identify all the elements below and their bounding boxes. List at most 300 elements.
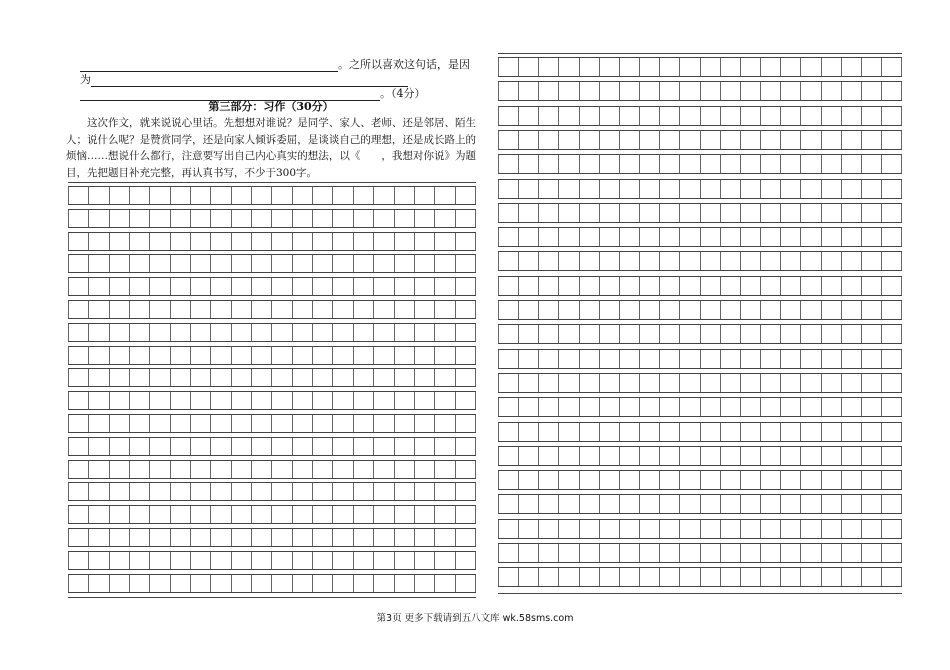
grid-cell[interactable] <box>842 180 862 198</box>
grid-cell[interactable] <box>68 552 89 569</box>
grid-cell[interactable] <box>640 228 660 246</box>
grid-cell[interactable] <box>539 374 559 392</box>
grid-cell[interactable] <box>395 461 415 478</box>
grid-cell[interactable] <box>130 187 150 204</box>
grid-cell[interactable] <box>680 180 700 198</box>
grid-cell[interactable] <box>252 369 272 386</box>
grid-cell[interactable] <box>660 350 680 368</box>
grid-cell[interactable] <box>415 369 435 386</box>
grid-cell[interactable] <box>761 568 781 586</box>
grid-cell[interactable] <box>620 471 640 489</box>
grid-cell[interactable] <box>211 233 231 250</box>
grid-cell[interactable] <box>68 369 89 386</box>
grid-cell[interactable] <box>721 495 741 513</box>
grid-cell[interactable] <box>313 506 333 523</box>
grid-cell[interactable] <box>354 483 374 500</box>
grid-cell[interactable] <box>680 495 700 513</box>
grid-cell[interactable] <box>801 82 821 100</box>
grid-cell[interactable] <box>741 325 761 343</box>
grid-cell[interactable] <box>822 277 842 295</box>
grid-cell[interactable] <box>374 483 394 500</box>
grid-cell[interactable] <box>89 187 109 204</box>
grid-cell[interactable] <box>68 506 89 523</box>
grid-cell[interactable] <box>761 495 781 513</box>
grid-cell[interactable] <box>171 324 191 341</box>
grid-cell[interactable] <box>519 58 539 76</box>
grid-cell[interactable] <box>620 447 640 465</box>
grid-cell[interactable] <box>171 438 191 455</box>
grid-cell[interactable] <box>741 520 761 538</box>
grid-cell[interactable] <box>680 82 700 100</box>
grid-cell[interactable] <box>539 252 559 270</box>
grid-cell[interactable] <box>171 278 191 295</box>
grid-cell[interactable] <box>701 447 721 465</box>
grid-cell[interactable] <box>415 529 435 546</box>
grid-cell[interactable] <box>374 210 394 227</box>
grid-cell[interactable] <box>640 58 660 76</box>
grid-cell[interactable] <box>559 82 579 100</box>
grid-cell[interactable] <box>781 180 801 198</box>
grid-cell[interactable] <box>395 392 415 409</box>
grid-cell[interactable] <box>761 107 781 125</box>
grid-cell[interactable] <box>781 520 801 538</box>
grid-cell[interactable] <box>519 82 539 100</box>
grid-cell[interactable] <box>600 107 620 125</box>
grid-cell[interactable] <box>862 204 882 222</box>
grid-cell[interactable] <box>600 544 620 562</box>
grid-cell[interactable] <box>272 461 292 478</box>
grid-cell[interactable] <box>781 82 801 100</box>
grid-cell[interactable] <box>435 438 455 455</box>
grid-cell[interactable] <box>741 82 761 100</box>
grid-cell[interactable] <box>191 301 211 318</box>
grid-cell[interactable] <box>68 575 89 592</box>
grid-cell[interactable] <box>721 131 741 149</box>
grid-cell[interactable] <box>435 575 455 592</box>
grid-cell[interactable] <box>761 180 781 198</box>
grid-cell[interactable] <box>191 483 211 500</box>
grid-cell[interactable] <box>882 398 902 416</box>
grid-cell[interactable] <box>395 210 415 227</box>
grid-cell[interactable] <box>333 529 353 546</box>
answer-blank[interactable] <box>91 75 408 87</box>
grid-cell[interactable] <box>211 529 231 546</box>
grid-cell[interactable] <box>89 301 109 318</box>
grid-cell[interactable] <box>741 568 761 586</box>
grid-cell[interactable] <box>130 392 150 409</box>
grid-cell[interactable] <box>374 392 394 409</box>
grid-cell[interactable] <box>741 204 761 222</box>
grid-cell[interactable] <box>333 210 353 227</box>
grid-cell[interactable] <box>801 301 821 319</box>
grid-cell[interactable] <box>721 374 741 392</box>
grid-cell[interactable] <box>395 278 415 295</box>
grid-cell[interactable] <box>89 461 109 478</box>
grid-cell[interactable] <box>171 575 191 592</box>
grid-cell[interactable] <box>211 552 231 569</box>
grid-cell[interactable] <box>882 82 902 100</box>
grid-cell[interactable] <box>415 187 435 204</box>
grid-cell[interactable] <box>680 568 700 586</box>
grid-cell[interactable] <box>150 483 170 500</box>
grid-cell[interactable] <box>680 350 700 368</box>
grid-cell[interactable] <box>680 447 700 465</box>
grid-cell[interactable] <box>559 423 579 441</box>
grid-cell[interactable] <box>519 131 539 149</box>
grid-cell[interactable] <box>882 374 902 392</box>
grid-cell[interactable] <box>862 447 882 465</box>
grid-cell[interactable] <box>801 325 821 343</box>
grid-cell[interactable] <box>580 228 600 246</box>
grid-cell[interactable] <box>293 301 313 318</box>
grid-cell[interactable] <box>761 398 781 416</box>
grid-cell[interactable] <box>354 552 374 569</box>
grid-cell[interactable] <box>130 415 150 432</box>
grid-cell[interactable] <box>600 228 620 246</box>
grid-cell[interactable] <box>293 483 313 500</box>
grid-cell[interactable] <box>150 461 170 478</box>
grid-cell[interactable] <box>620 544 640 562</box>
grid-cell[interactable] <box>89 255 109 272</box>
grid-cell[interactable] <box>640 204 660 222</box>
grid-cell[interactable] <box>456 506 476 523</box>
grid-cell[interactable] <box>395 438 415 455</box>
grid-cell[interactable] <box>761 325 781 343</box>
grid-cell[interactable] <box>741 131 761 149</box>
grid-cell[interactable] <box>211 415 231 432</box>
grid-cell[interactable] <box>252 301 272 318</box>
grid-cell[interactable] <box>272 575 292 592</box>
grid-cell[interactable] <box>580 301 600 319</box>
grid-cell[interactable] <box>435 369 455 386</box>
grid-cell[interactable] <box>801 398 821 416</box>
grid-cell[interactable] <box>701 204 721 222</box>
grid-cell[interactable] <box>781 495 801 513</box>
grid-cell[interactable] <box>171 506 191 523</box>
grid-cell[interactable] <box>559 544 579 562</box>
grid-cell[interactable] <box>701 252 721 270</box>
grid-cell[interactable] <box>822 568 842 586</box>
grid-cell[interactable] <box>741 398 761 416</box>
grid-cell[interactable] <box>374 347 394 364</box>
grid-cell[interactable] <box>191 233 211 250</box>
grid-cell[interactable] <box>171 255 191 272</box>
grid-cell[interactable] <box>822 495 842 513</box>
grid-cell[interactable] <box>252 575 272 592</box>
grid-cell[interactable] <box>211 369 231 386</box>
grid-cell[interactable] <box>232 233 252 250</box>
grid-cell[interactable] <box>68 415 89 432</box>
grid-cell[interactable] <box>741 155 761 173</box>
grid-cell[interactable] <box>660 374 680 392</box>
grid-cell[interactable] <box>498 301 519 319</box>
grid-cell[interactable] <box>519 204 539 222</box>
grid-cell[interactable] <box>150 301 170 318</box>
grid-cell[interactable] <box>701 374 721 392</box>
grid-cell[interactable] <box>741 374 761 392</box>
grid-cell[interactable] <box>701 325 721 343</box>
grid-cell[interactable] <box>701 82 721 100</box>
grid-cell[interactable] <box>842 277 862 295</box>
grid-cell[interactable] <box>150 506 170 523</box>
grid-cell[interactable] <box>415 324 435 341</box>
grid-cell[interactable] <box>354 369 374 386</box>
grid-cell[interactable] <box>232 324 252 341</box>
grid-cell[interactable] <box>640 252 660 270</box>
grid-cell[interactable] <box>640 495 660 513</box>
grid-cell[interactable] <box>882 228 902 246</box>
grid-cell[interactable] <box>456 529 476 546</box>
grid-cell[interactable] <box>354 187 374 204</box>
grid-cell[interactable] <box>600 398 620 416</box>
grid-cell[interactable] <box>415 552 435 569</box>
grid-cell[interactable] <box>701 277 721 295</box>
grid-cell[interactable] <box>498 398 519 416</box>
grid-cell[interactable] <box>374 187 394 204</box>
grid-cell[interactable] <box>640 374 660 392</box>
grid-cell[interactable] <box>150 187 170 204</box>
grid-cell[interactable] <box>374 255 394 272</box>
grid-cell[interactable] <box>150 255 170 272</box>
grid-cell[interactable] <box>761 277 781 295</box>
grid-cell[interactable] <box>781 301 801 319</box>
grid-cell[interactable] <box>741 180 761 198</box>
grid-cell[interactable] <box>313 529 333 546</box>
grid-cell[interactable] <box>539 495 559 513</box>
grid-cell[interactable] <box>660 568 680 586</box>
grid-cell[interactable] <box>580 568 600 586</box>
grid-cell[interactable] <box>842 107 862 125</box>
grid-cell[interactable] <box>620 204 640 222</box>
grid-cell[interactable] <box>862 350 882 368</box>
grid-cell[interactable] <box>110 415 130 432</box>
grid-cell[interactable] <box>272 301 292 318</box>
grid-cell[interactable] <box>741 228 761 246</box>
grid-cell[interactable] <box>171 210 191 227</box>
grid-cell[interactable] <box>171 461 191 478</box>
grid-cell[interactable] <box>862 107 882 125</box>
grid-cell[interactable] <box>781 471 801 489</box>
grid-cell[interactable] <box>882 350 902 368</box>
grid-cell[interactable] <box>680 398 700 416</box>
grid-cell[interactable] <box>842 301 862 319</box>
grid-cell[interactable] <box>680 58 700 76</box>
grid-cell[interactable] <box>415 278 435 295</box>
grid-cell[interactable] <box>498 131 519 149</box>
grid-cell[interactable] <box>89 415 109 432</box>
grid-cell[interactable] <box>539 228 559 246</box>
grid-cell[interactable] <box>211 301 231 318</box>
grid-cell[interactable] <box>519 180 539 198</box>
grid-cell[interactable] <box>721 568 741 586</box>
grid-cell[interactable] <box>374 506 394 523</box>
grid-cell[interactable] <box>374 301 394 318</box>
grid-cell[interactable] <box>862 495 882 513</box>
grid-cell[interactable] <box>252 210 272 227</box>
grid-cell[interactable] <box>191 210 211 227</box>
grid-cell[interactable] <box>354 415 374 432</box>
grid-cell[interactable] <box>842 374 862 392</box>
grid-cell[interactable] <box>191 278 211 295</box>
grid-cell[interactable] <box>640 82 660 100</box>
grid-cell[interactable] <box>519 277 539 295</box>
grid-cell[interactable] <box>721 325 741 343</box>
grid-cell[interactable] <box>620 277 640 295</box>
grid-cell[interactable] <box>435 347 455 364</box>
grid-cell[interactable] <box>781 58 801 76</box>
grid-cell[interactable] <box>232 438 252 455</box>
grid-cell[interactable] <box>130 255 150 272</box>
grid-cell[interactable] <box>559 252 579 270</box>
grid-cell[interactable] <box>519 155 539 173</box>
grid-cell[interactable] <box>435 255 455 272</box>
grid-cell[interactable] <box>374 369 394 386</box>
grid-cell[interactable] <box>232 347 252 364</box>
grid-cell[interactable] <box>110 575 130 592</box>
grid-cell[interactable] <box>781 107 801 125</box>
grid-cell[interactable] <box>293 210 313 227</box>
grid-cell[interactable] <box>559 155 579 173</box>
grid-cell[interactable] <box>701 520 721 538</box>
grid-cell[interactable] <box>333 392 353 409</box>
grid-cell[interactable] <box>89 529 109 546</box>
grid-cell[interactable] <box>456 347 476 364</box>
grid-cell[interactable] <box>498 252 519 270</box>
grid-cell[interactable] <box>252 187 272 204</box>
grid-cell[interactable] <box>456 187 476 204</box>
grid-cell[interactable] <box>252 552 272 569</box>
grid-cell[interactable] <box>620 325 640 343</box>
grid-cell[interactable] <box>559 301 579 319</box>
grid-cell[interactable] <box>701 155 721 173</box>
grid-cell[interactable] <box>415 483 435 500</box>
grid-cell[interactable] <box>580 180 600 198</box>
grid-cell[interactable] <box>272 233 292 250</box>
grid-cell[interactable] <box>539 447 559 465</box>
grid-cell[interactable] <box>498 82 519 100</box>
grid-cell[interactable] <box>822 423 842 441</box>
grid-cell[interactable] <box>415 392 435 409</box>
grid-cell[interactable] <box>354 210 374 227</box>
grid-cell[interactable] <box>313 324 333 341</box>
grid-cell[interactable] <box>721 301 741 319</box>
grid-cell[interactable] <box>741 544 761 562</box>
grid-cell[interactable] <box>89 392 109 409</box>
grid-cell[interactable] <box>640 301 660 319</box>
grid-cell[interactable] <box>640 107 660 125</box>
grid-cell[interactable] <box>559 495 579 513</box>
grid-cell[interactable] <box>781 447 801 465</box>
grid-cell[interactable] <box>333 483 353 500</box>
grid-cell[interactable] <box>293 438 313 455</box>
grid-cell[interactable] <box>620 350 640 368</box>
grid-cell[interactable] <box>660 155 680 173</box>
grid-cell[interactable] <box>191 575 211 592</box>
grid-cell[interactable] <box>498 520 519 538</box>
grid-cell[interactable] <box>801 155 821 173</box>
grid-cell[interactable] <box>498 495 519 513</box>
grid-cell[interactable] <box>660 180 680 198</box>
grid-cell[interactable] <box>211 575 231 592</box>
grid-cell[interactable] <box>89 483 109 500</box>
grid-cell[interactable] <box>313 438 333 455</box>
grid-cell[interactable] <box>68 210 89 227</box>
grid-cell[interactable] <box>68 233 89 250</box>
grid-cell[interactable] <box>761 544 781 562</box>
grid-cell[interactable] <box>110 255 130 272</box>
grid-cell[interactable] <box>333 233 353 250</box>
grid-cell[interactable] <box>456 552 476 569</box>
grid-cell[interactable] <box>822 155 842 173</box>
grid-cell[interactable] <box>539 58 559 76</box>
grid-cell[interactable] <box>519 325 539 343</box>
grid-cell[interactable] <box>680 325 700 343</box>
grid-cell[interactable] <box>519 495 539 513</box>
grid-cell[interactable] <box>435 301 455 318</box>
grid-cell[interactable] <box>130 324 150 341</box>
grid-cell[interactable] <box>232 278 252 295</box>
grid-cell[interactable] <box>822 58 842 76</box>
grid-cell[interactable] <box>862 155 882 173</box>
grid-cell[interactable] <box>761 520 781 538</box>
grid-cell[interactable] <box>395 369 415 386</box>
grid-cell[interactable] <box>862 544 882 562</box>
grid-cell[interactable] <box>395 529 415 546</box>
grid-cell[interactable] <box>721 350 741 368</box>
grid-cell[interactable] <box>456 415 476 432</box>
grid-cell[interactable] <box>374 278 394 295</box>
grid-cell[interactable] <box>882 301 902 319</box>
grid-cell[interactable] <box>293 392 313 409</box>
grid-cell[interactable] <box>313 347 333 364</box>
grid-cell[interactable] <box>761 471 781 489</box>
grid-cell[interactable] <box>620 374 640 392</box>
grid-cell[interactable] <box>498 204 519 222</box>
grid-cell[interactable] <box>580 277 600 295</box>
grid-cell[interactable] <box>882 423 902 441</box>
grid-cell[interactable] <box>211 461 231 478</box>
grid-cell[interactable] <box>660 131 680 149</box>
grid-cell[interactable] <box>130 438 150 455</box>
grid-cell[interactable] <box>252 461 272 478</box>
grid-cell[interactable] <box>741 58 761 76</box>
grid-cell[interactable] <box>293 552 313 569</box>
grid-cell[interactable] <box>862 252 882 270</box>
grid-cell[interactable] <box>110 392 130 409</box>
grid-cell[interactable] <box>600 277 620 295</box>
grid-cell[interactable] <box>580 325 600 343</box>
grid-cell[interactable] <box>660 58 680 76</box>
grid-cell[interactable] <box>498 180 519 198</box>
grid-cell[interactable] <box>721 204 741 222</box>
grid-cell[interactable] <box>741 471 761 489</box>
grid-cell[interactable] <box>354 347 374 364</box>
grid-cell[interactable] <box>620 423 640 441</box>
grid-cell[interactable] <box>600 495 620 513</box>
grid-cell[interactable] <box>761 350 781 368</box>
grid-cell[interactable] <box>333 369 353 386</box>
grid-cell[interactable] <box>640 180 660 198</box>
grid-cell[interactable] <box>741 447 761 465</box>
grid-cell[interactable] <box>600 82 620 100</box>
grid-cell[interactable] <box>354 324 374 341</box>
grid-cell[interactable] <box>456 438 476 455</box>
grid-cell[interactable] <box>842 204 862 222</box>
grid-cell[interactable] <box>252 438 272 455</box>
grid-cell[interactable] <box>580 423 600 441</box>
grid-cell[interactable] <box>68 187 89 204</box>
grid-cell[interactable] <box>211 483 231 500</box>
